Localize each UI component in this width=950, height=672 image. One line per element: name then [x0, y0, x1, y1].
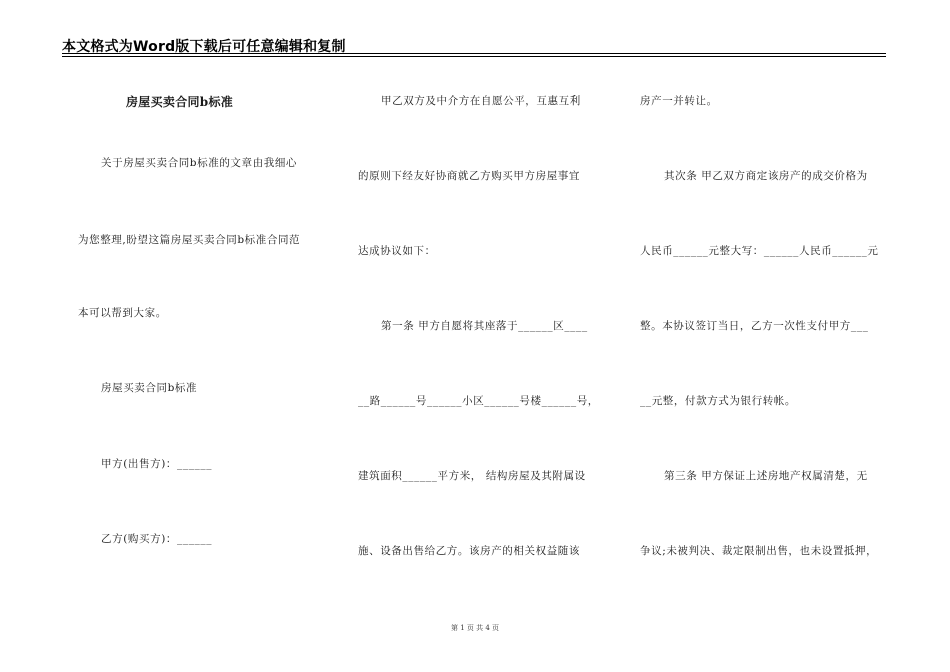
- col2-line-4: 第一条 甲方自愿将其座落于______区____: [381, 320, 588, 332]
- col3-line-1: 房产一并转让。: [640, 95, 718, 107]
- col1-line-2: 为您整理,盼望这篇房屋买卖合同b标准合同范: [78, 234, 301, 246]
- col3-line-4: 整。本协议签订当日，乙方一次性支付甲方___: [640, 320, 869, 332]
- col2-line-7: 施、设备出售给乙方。该房产的相关权益随该: [358, 545, 580, 557]
- col2-line-5: __路______号______小区______号楼______号，: [358, 395, 599, 407]
- col3-line-5: __元整，付款方式为银行转帐。: [640, 395, 796, 407]
- col2-line-3: 达成协议如下：: [358, 245, 436, 257]
- col1-line-5: 甲方(出售方)：______: [101, 458, 213, 470]
- document-title: 房屋买卖合同b标准: [126, 95, 234, 109]
- col3-line-7: 争议;未被判决、裁定限制出售，也未设置抵押，: [640, 545, 878, 557]
- col1-line-3: 本可以帮到大家。: [78, 307, 167, 319]
- col2-line-1: 甲乙双方及中介方在自愿公平，互惠互利: [381, 95, 581, 107]
- col2-line-2: 的原则下经友好协商就乙方购买甲方房屋事宜: [358, 170, 580, 182]
- col2-line-6: 建筑面积______平方米， 结构房屋及其附属设: [358, 470, 586, 482]
- header-divider-secondary: [62, 56, 886, 57]
- header-divider: [62, 53, 886, 54]
- document-header: 本文格式为Word版下载后可任意编辑和复制: [62, 39, 346, 55]
- col1-line-1: 关于房屋买卖合同b标准的文章由我细心: [101, 157, 298, 169]
- col3-line-3: 人民币______元整大写：______人民币______元: [640, 245, 879, 257]
- col1-line-6: 乙方(购买方)：______: [101, 533, 213, 545]
- page-footer: 第 1 页 共 4 页: [450, 624, 500, 632]
- col3-line-6: 第三条 甲方保证上述房地产权属清楚，无: [664, 470, 868, 482]
- col3-line-2: 其次条 甲乙双方商定该房产的成交价格为: [664, 170, 868, 182]
- col1-line-4: 房屋买卖合同b标准: [101, 382, 198, 394]
